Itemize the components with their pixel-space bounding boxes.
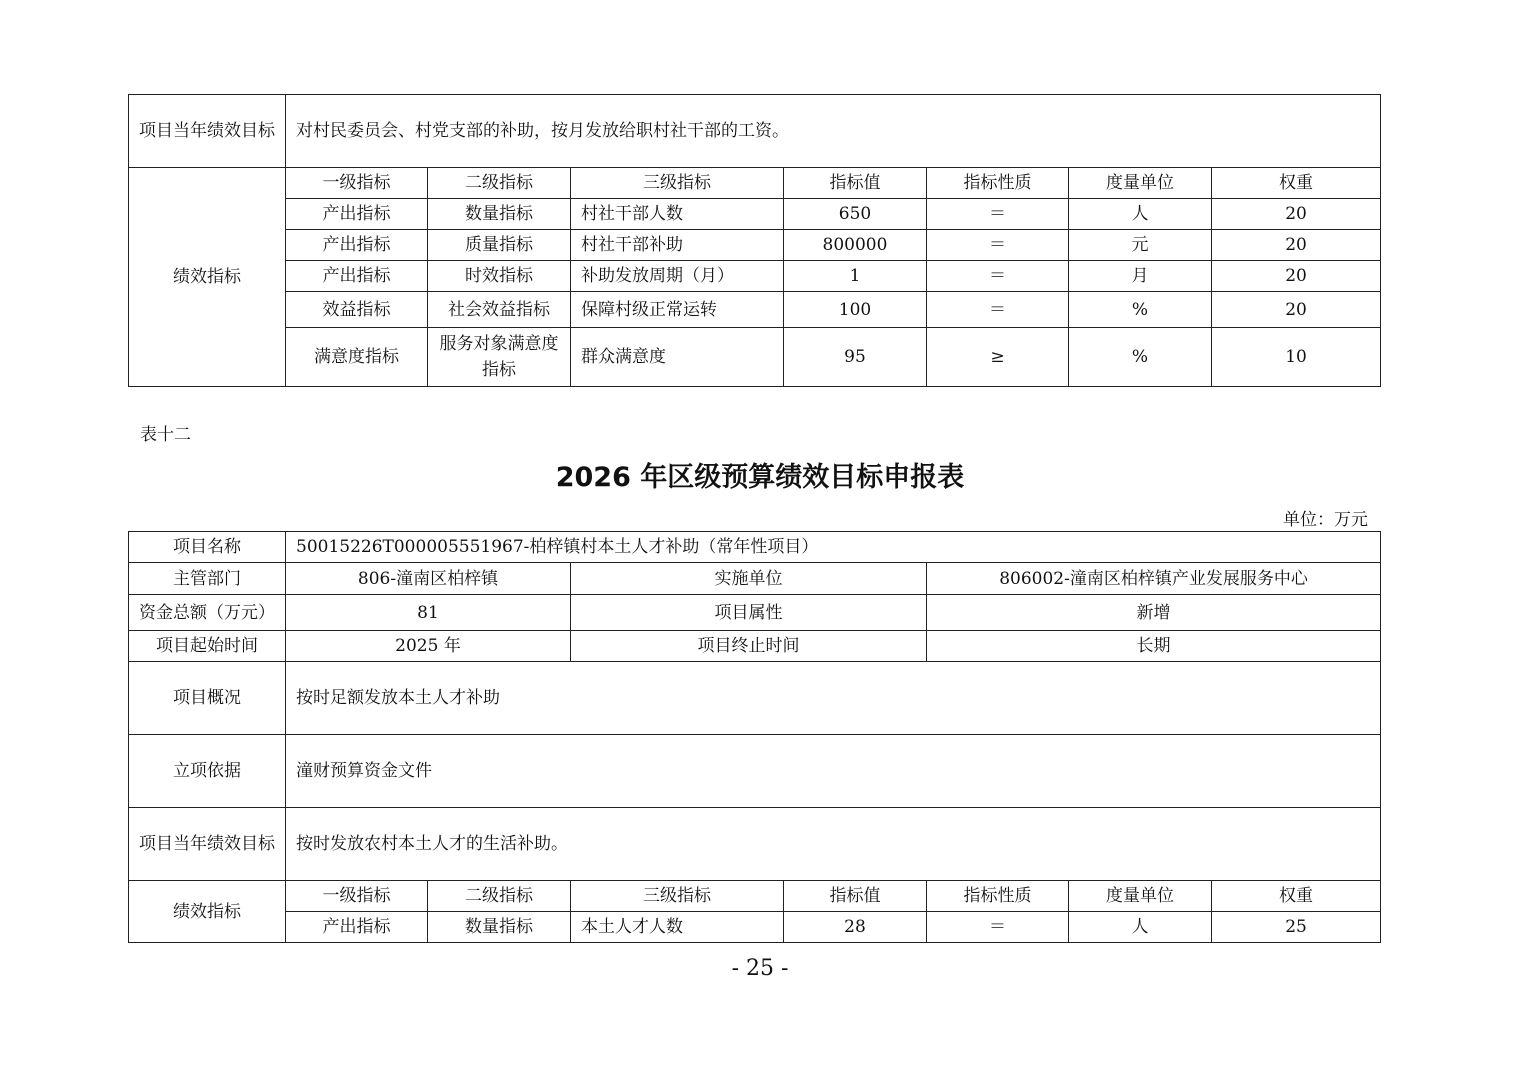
project-name-label: 项目名称: [129, 532, 286, 563]
goal-text: 对村民委员会、村党支部的补助，按月发放给职村社干部的工资。: [286, 95, 1381, 168]
level2-cell: 数量指标: [428, 912, 571, 943]
basis-text: 潼财预算资金文件: [286, 735, 1381, 808]
value-cell: 95: [784, 328, 927, 387]
header-cell: 度量单位: [1069, 881, 1212, 912]
value-cell: 800000: [784, 230, 927, 261]
total-value: 81: [286, 595, 571, 631]
nature-cell: ≥: [927, 328, 1069, 387]
level2-cell: 数量指标: [428, 199, 571, 230]
impl-label: 实施单位: [571, 563, 927, 595]
level1-cell: 产出指标: [286, 230, 428, 261]
value-cell: 100: [784, 292, 927, 328]
header-cell: 度量单位: [1069, 168, 1212, 199]
goal-label: 项目当年绩效目标: [129, 808, 286, 881]
start-label: 项目起始时间: [129, 631, 286, 662]
level3-cell: 村社干部补助: [571, 230, 784, 261]
total-label: 资金总额（万元）: [129, 595, 286, 631]
goal-text: 按时发放农村本土人才的生活补助。: [286, 808, 1381, 881]
header-cell: 一级指标: [286, 881, 428, 912]
header-cell: 指标性质: [927, 168, 1069, 199]
nature-cell: ＝: [927, 261, 1069, 292]
nature-cell: ＝: [927, 292, 1069, 328]
unit-cell: 人: [1069, 199, 1212, 230]
indicators-label: 绩效指标: [129, 168, 286, 387]
start-value: 2025 年: [286, 631, 571, 662]
indicators-label: 绩效指标: [129, 881, 286, 943]
page-title: 2026 年区级预算绩效目标申报表: [555, 462, 965, 493]
header-cell: 指标值: [784, 168, 927, 199]
header-cell: 指标性质: [927, 881, 1069, 912]
level2-cell: 服务对象满意度指标: [428, 328, 571, 387]
unit-cell: %: [1069, 328, 1212, 387]
table-row: [129, 261, 1381, 292]
header-cell: 二级指标: [428, 881, 571, 912]
level1-cell: 产出指标: [286, 199, 428, 230]
level3-cell: 补助发放周期（月）: [571, 261, 784, 292]
weight-cell: 25: [1212, 912, 1381, 943]
end-label: 项目终止时间: [571, 631, 927, 662]
project-name-value: 50015226T000005551967-柏梓镇村本土人才补助（常年性项目）: [286, 532, 1381, 563]
table-number-label: 表十二: [140, 425, 191, 445]
level1-cell: 产出指标: [286, 912, 428, 943]
overview-text: 按时足额发放本土人才补助: [286, 662, 1381, 735]
header-cell: 三级指标: [571, 881, 784, 912]
dept-label: 主管部门: [129, 563, 286, 595]
weight-cell: 20: [1212, 261, 1381, 292]
page-number: - 25 -: [731, 956, 789, 981]
goal-label: 项目当年绩效目标: [129, 95, 286, 168]
nature-cell: ＝: [927, 912, 1069, 943]
unit-cell: 人: [1069, 912, 1212, 943]
table-row: [129, 328, 1381, 387]
performance-table-continued: [128, 94, 1381, 387]
header-cell: 二级指标: [428, 168, 571, 199]
nature-cell: ＝: [927, 199, 1069, 230]
value-cell: 1: [784, 261, 927, 292]
level3-cell: 群众满意度: [571, 328, 784, 387]
attr-label: 项目属性: [571, 595, 927, 631]
header-cell: 权重: [1212, 168, 1381, 199]
value-cell: 28: [784, 912, 927, 943]
header-cell: 三级指标: [571, 168, 784, 199]
unit-cell: 元: [1069, 230, 1212, 261]
attr-value: 新增: [927, 595, 1381, 631]
nature-cell: ＝: [927, 230, 1069, 261]
level1-cell: 效益指标: [286, 292, 428, 328]
table-row: [129, 292, 1381, 328]
header-cell: 指标值: [784, 881, 927, 912]
level1-cell: 满意度指标: [286, 328, 428, 387]
overview-label: 项目概况: [129, 662, 286, 735]
value-cell: 650: [784, 199, 927, 230]
level3-cell: 村社干部人数: [571, 199, 784, 230]
budget-performance-table: [128, 531, 1381, 943]
weight-cell: 20: [1212, 199, 1381, 230]
header-cell: 一级指标: [286, 168, 428, 199]
unit-cell: %: [1069, 292, 1212, 328]
weight-cell: 20: [1212, 230, 1381, 261]
end-value: 长期: [927, 631, 1381, 662]
level1-cell: 产出指标: [286, 261, 428, 292]
level2-cell: 社会效益指标: [428, 292, 571, 328]
weight-cell: 10: [1212, 328, 1381, 387]
level2-cell: 质量指标: [428, 230, 571, 261]
level2-cell: 时效指标: [428, 261, 571, 292]
table-row: [129, 199, 1381, 230]
level3-cell: 保障村级正常运转: [571, 292, 784, 328]
impl-value: 806002-潼南区柏梓镇产业发展服务中心: [927, 563, 1381, 595]
table-row: [129, 912, 1381, 943]
basis-label: 立项依据: [129, 735, 286, 808]
dept-value: 806-潼南区柏梓镇: [286, 563, 571, 595]
unit-cell: 月: [1069, 261, 1212, 292]
unit-label: 单位：万元: [1283, 510, 1368, 530]
header-cell: 权重: [1212, 881, 1381, 912]
level3-cell: 本土人才人数: [571, 912, 784, 943]
table-row: [129, 230, 1381, 261]
weight-cell: 20: [1212, 292, 1381, 328]
